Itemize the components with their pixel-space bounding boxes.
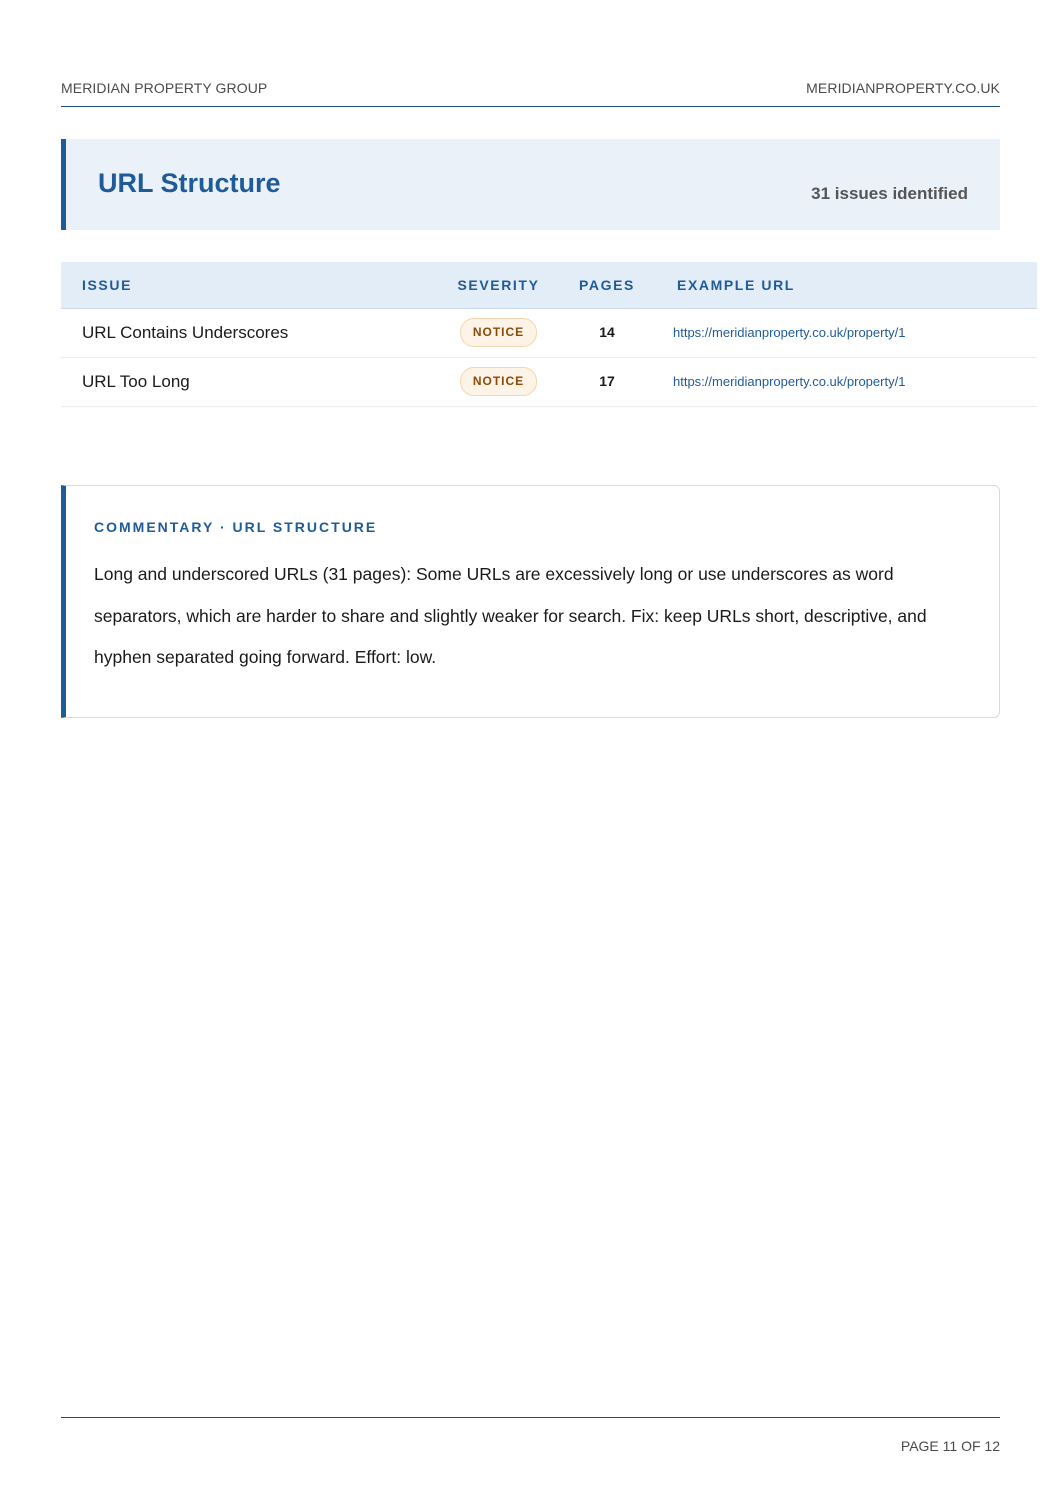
pages-cell [553, 357, 661, 406]
column-header-pages: PAGES [579, 276, 635, 293]
issue-count: 31 issues identified [811, 184, 968, 203]
column-header-example-url: EXAMPLE URL [677, 276, 795, 293]
pages-cell [553, 308, 661, 357]
section-heading [61, 139, 1000, 230]
page-footer [61, 1417, 1000, 1454]
issue-name: URL Too Long [82, 371, 190, 391]
issue-name: URL Contains Underscores [82, 322, 289, 342]
pages-count: 14 [599, 323, 615, 340]
commentary-box [61, 485, 1000, 718]
issues-table [61, 262, 1037, 407]
commentary-body: Long and underscored URLs (31 pages): Some URLs are excessively long or use underscores as word separators, which are harder to share and slightly weaker for search. Fix: keep URLs short, descriptive, and hyphen separated going forward. Effort: low. [94, 564, 927, 667]
commentary-title: COMMENTARY · URL STRUCTURE [94, 519, 378, 535]
table-row [61, 308, 1037, 357]
company-name: MERIDIAN PROPERTY GROUP [61, 80, 268, 96]
issue-cell [61, 308, 444, 357]
page-number: PAGE 11 OF 12 [900, 1438, 1000, 1454]
table-body [61, 308, 1037, 406]
example-url-link[interactable]: https://meridianproperty.co.uk/property/1 [673, 373, 906, 389]
table-header [61, 262, 1037, 308]
column-header-issue: ISSUE [82, 276, 133, 293]
table-header-row [61, 262, 1037, 308]
severity-badge: NOTICE [460, 318, 537, 346]
table-row [61, 357, 1037, 406]
company-website: MERIDIANPROPERTY.CO.UK [806, 80, 1000, 96]
column-header-severity: SEVERITY [457, 276, 540, 293]
severity-badge: NOTICE [460, 367, 537, 395]
example-url-link[interactable]: https://meridianproperty.co.uk/property/1 [673, 324, 906, 340]
example-url-cell [661, 308, 1037, 357]
section-title: URL Structure [98, 168, 281, 198]
severity-cell [444, 308, 553, 357]
pages-count: 17 [599, 372, 615, 389]
severity-cell [444, 357, 553, 406]
issue-cell [61, 357, 444, 406]
page-header [61, 80, 1000, 107]
example-url-cell [661, 357, 1037, 406]
